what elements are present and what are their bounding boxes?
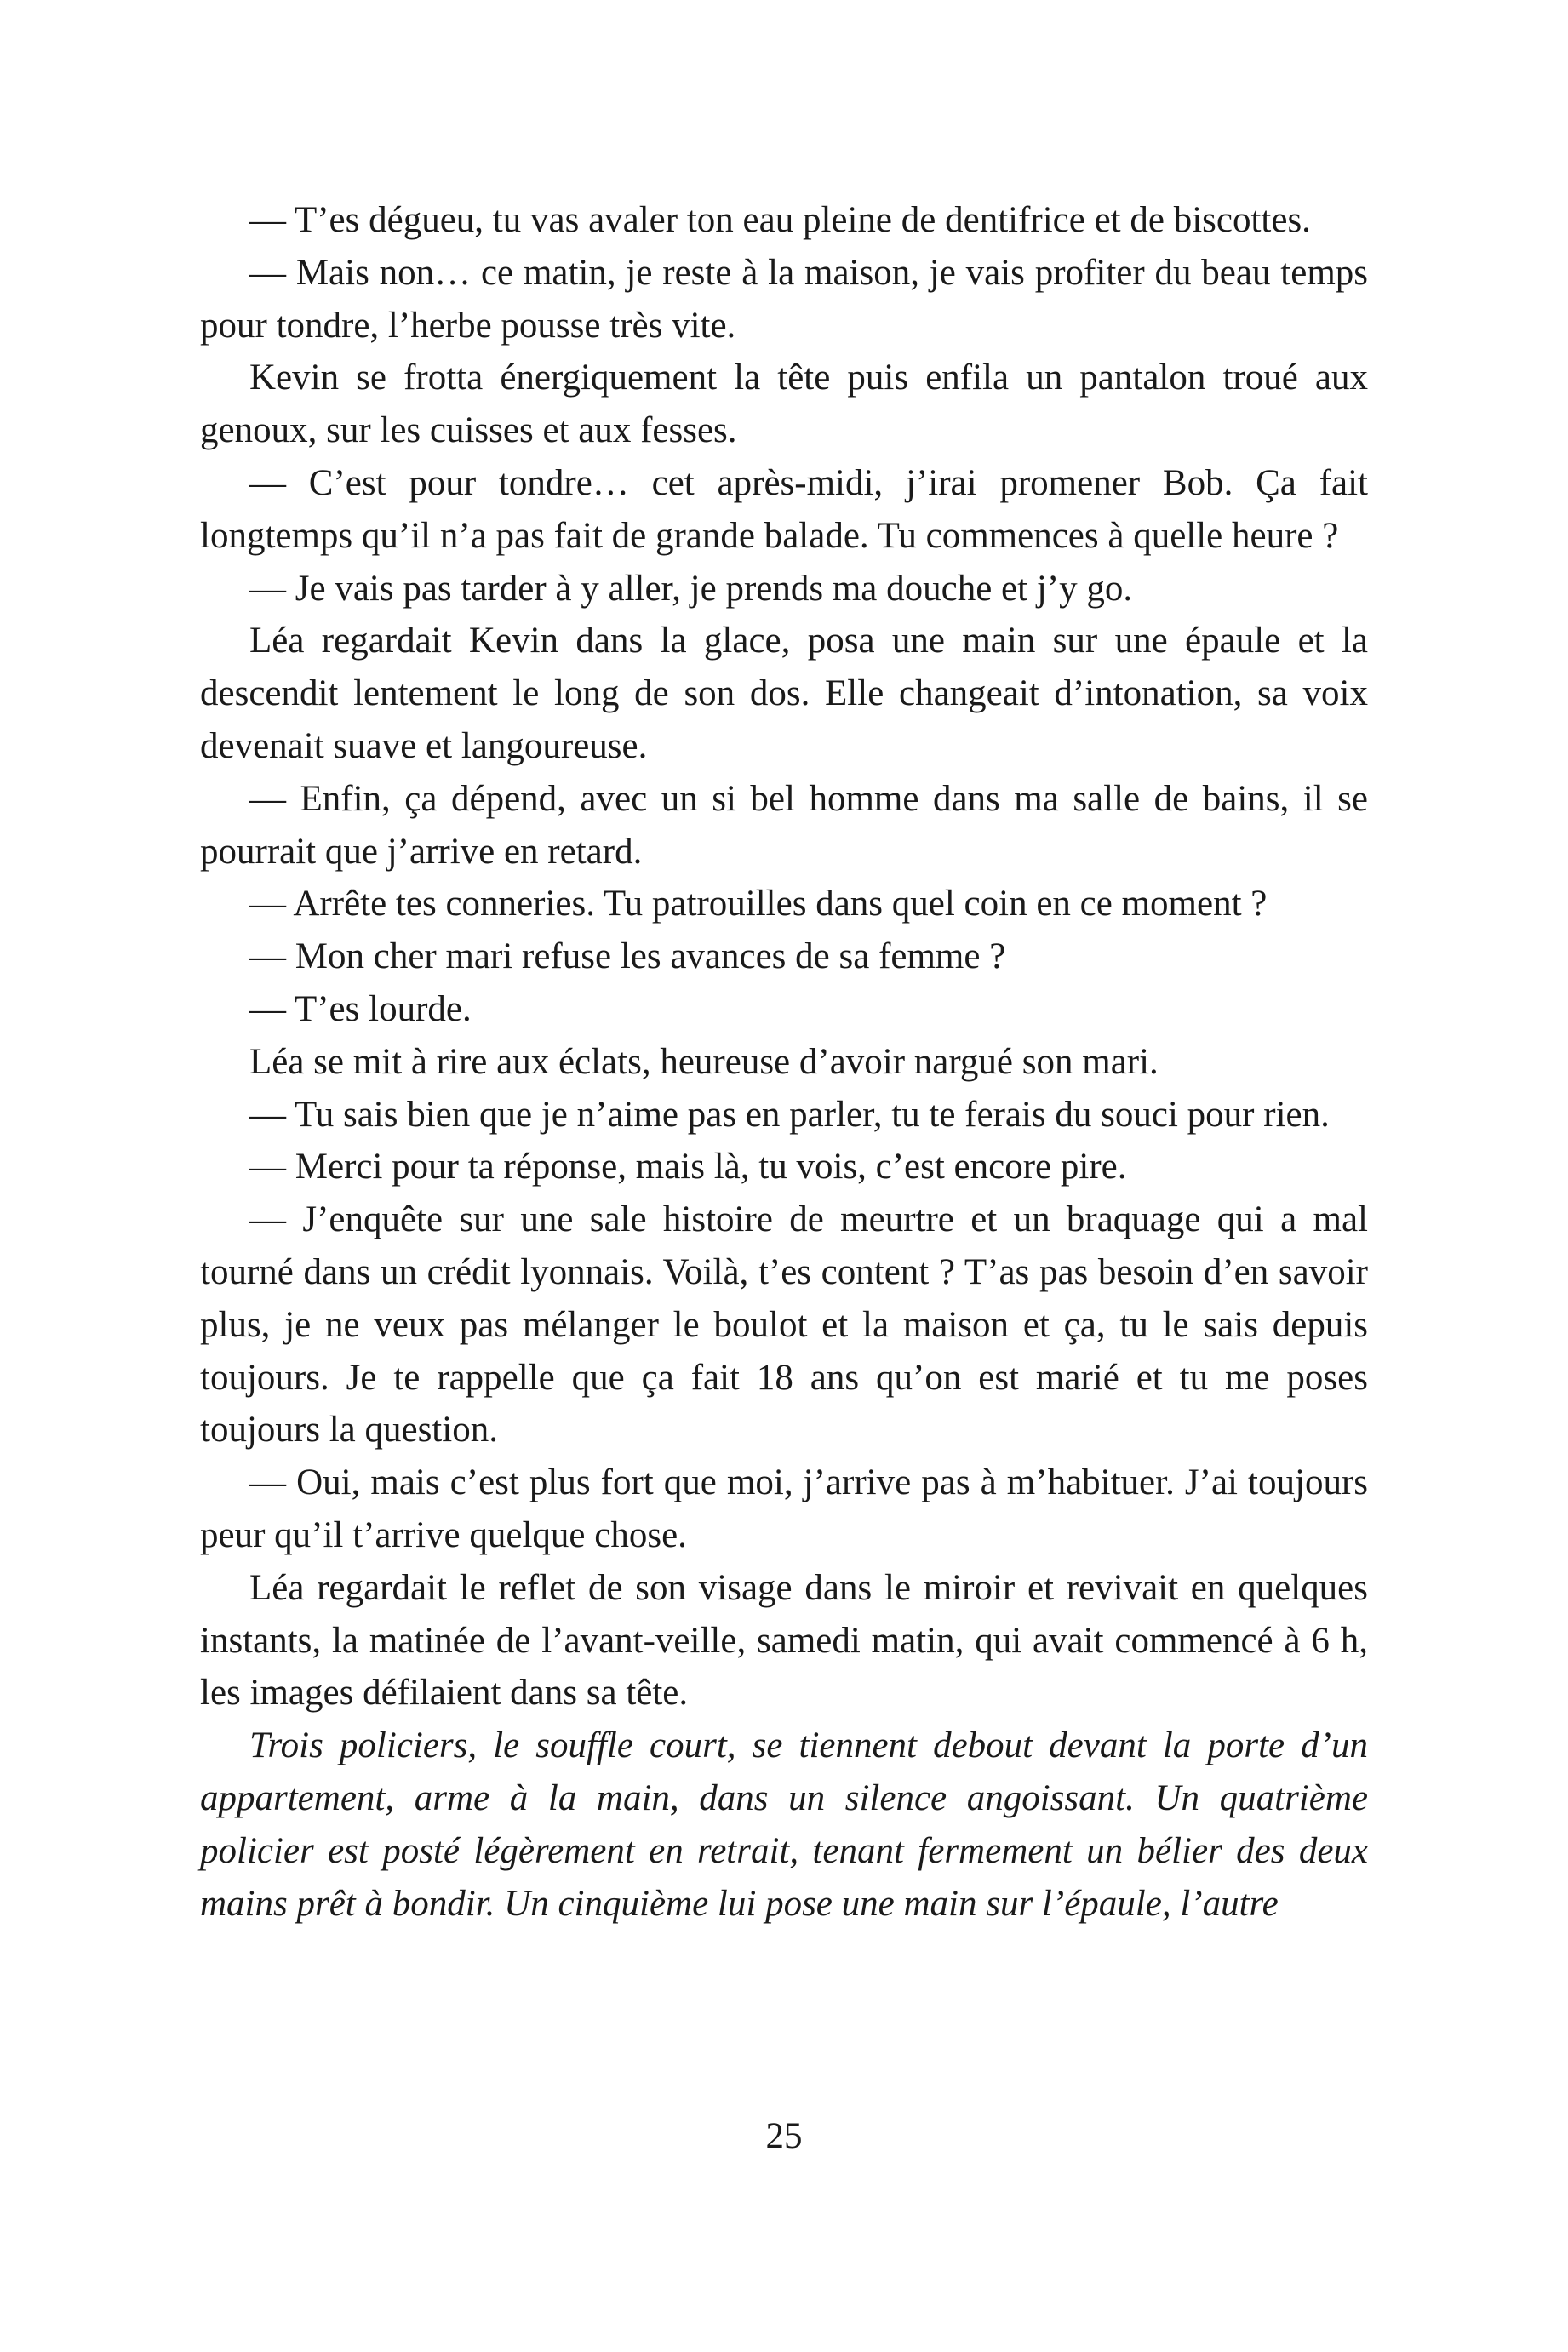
page-number: 25 — [765, 2116, 803, 2156]
paragraph: — C’est pour tondre… cet après-midi, j’irai promener Bob. Ça fait longtemps qu’il n’a pas fait de grande balade. Tu commences à quelle heure ? — [200, 462, 1368, 556]
paragraph: Léa se mit à rire aux éclats, heureuse d’avoir nargué son mari. — [249, 1041, 1159, 1082]
paragraph: — Oui, mais c’est plus fort que moi, j’arrive pas à m’habituer. J’ai toujours peur qu’il t’arrive quelque chose. — [200, 1462, 1368, 1555]
paragraph: — Mais non… ce matin, je reste à la maison, je vais profiter du beau temps pour tondre, l’herbe pousse très vite. — [200, 252, 1368, 346]
paragraph: — T’es dégueu, tu vas avaler ton eau pleine de dentifrice et de biscottes. — [249, 200, 1311, 240]
page-body — [200, 194, 1368, 1930]
paragraph: — Merci pour ta réponse, mais là, tu vois, c’est encore pire. — [249, 1147, 1127, 1187]
paragraph: — Mon cher mari refuse les avances de sa femme ? — [249, 936, 1006, 977]
paragraph: Léa regardait le reflet de son visage dans le miroir et revivait en quelques instants, la matinée de l’avant-veille, samedi matin, qui avait commencé à 6 h, les images défilaient dans sa tête. — [200, 1567, 1368, 1714]
paragraph: Léa regardait Kevin dans la glace, posa une main sur une épaule et la descendit lentement le long de son dos. Elle changeait d’intonation, sa voix devenait suave et langoureuse. — [200, 621, 1368, 766]
paragraph: — T’es lourde. — [249, 988, 472, 1029]
paragraph: — Enfin, ça dépend, avec un si bel homme dans ma salle de bains, il se pourrait que j’arrive en retard. — [200, 778, 1368, 872]
paragraph: — J’enquête sur une sale histoire de meurtre et un braquage qui a mal tourné dans un crédit lyonnais. Voilà, t’es content ? T’as pas besoin d’en savoir plus, je ne veux pas mélanger le boulot et la maison et ça, tu le sais depuis toujours. Je te rappelle que ça fait 18 ans qu’on est marié et tu me poses toujours la question. — [200, 1199, 1368, 1451]
paragraph: Kevin se frotta énergiquement la tête puis enfila un pantalon troué aux genoux, sur les cuisses et aux fesses. — [200, 358, 1368, 451]
paragraph: — Arrête tes conneries. Tu patrouilles dans quel coin en ce moment ? — [249, 884, 1268, 924]
paragraph: — Tu sais bien que je n’aime pas en parler, tu te ferais du souci pour rien. — [249, 1094, 1330, 1135]
paragraph: — Je vais pas tarder à y aller, je prends ma douche et j’y go. — [249, 568, 1133, 609]
italic-paragraph: Trois policiers, le souffle court, se tiennent debout devant la porte d’un appartement, arme à la main, dans un silence angoissant. Un quatrième policier est posté légèrement en retrait, tenant fermement un bélier des deux mains prêt à bondir. Un cinquième lui pose une main sur l’épaule, l’autre — [200, 1725, 1368, 1924]
